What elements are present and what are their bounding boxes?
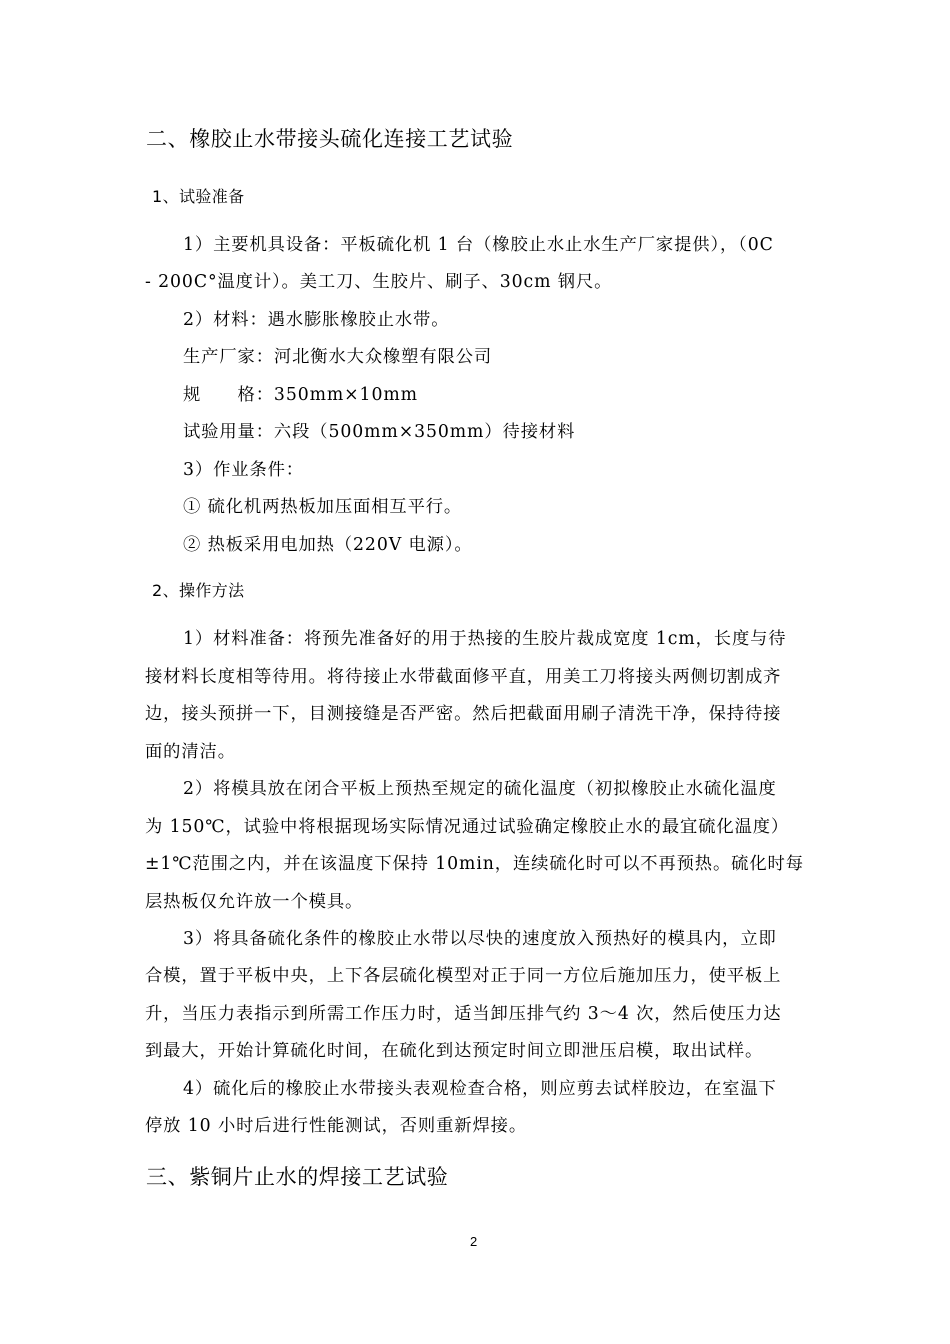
method-p1-line: 接材料长度相等待用。将待接止水带截面修平直，用美工刀将接头两侧切割成齐 (145, 667, 782, 687)
method-p3-line: 到最大，开始计算硫化时间，在硫化到达预定时间立即泄压启模，取出试样。 (145, 1041, 764, 1061)
method-p2-line: ±1℃范围之内，并在该温度下保持 10min，连续硫化时可以不再预热。硫化时每 (145, 854, 804, 874)
spec-value: 350mm×10mm (273, 385, 418, 405)
method-p4-line: 停放 10 小时后进行性能测试，否则重新焊接。 (145, 1116, 528, 1136)
subheading-operation-method: 2、操作方法 (152, 581, 245, 600)
spec-label: 规 格： (183, 385, 274, 405)
subheading-test-preparation: 1、试验准备 (152, 187, 245, 206)
method-p1-line: 边，接头预拼一下，目测接缝是否严密。然后把截面用刷子清洗干净，保持待接 (145, 704, 782, 724)
prep-equipment-line-1: 1）主要机具设备：平板硫化机 1 台（橡胶止水止水生产厂家提供），（0C (183, 235, 774, 255)
section-heading-rubber-waterstop: 二、橡胶止水带接头硫化连接工艺试验 (146, 127, 514, 151)
method-p1-line: 面的清洁。 (145, 742, 236, 762)
method-p3-line: 升，当压力表指示到所需工作压力时，适当卸压排气约 3～4 次，然后使压力达 (145, 1004, 782, 1024)
method-p2-line: 2）将模具放在闭合平板上预热至规定的硫化温度（初拟橡胶止水硫化温度 (183, 779, 777, 799)
prep-material: 2）材料：遇水膨胀橡胶止水带。 (183, 310, 450, 330)
method-p3-line: 3）将具备硫化条件的橡胶止水带以尽快的速度放入预热好的模具内，立即 (183, 929, 777, 949)
prep-condition-1: ① 硫化机两热板加压面相互平行。 (183, 497, 463, 517)
method-p1-line: 1）材料准备：将预先准备好的用于热接的生胶片裁成宽度 1cm，长度与待 (183, 629, 787, 649)
method-p4-line: 4）硫化后的橡胶止水带接头表观检查合格，则应剪去试样胶边，在室温下 (183, 1079, 777, 1099)
prep-condition-2: ② 热板采用电加热（220V 电源）。 (183, 535, 473, 555)
method-p2-line: 层热板仅允许放一个模具。 (145, 892, 364, 912)
method-p3-line: 合模，置于平板中央，上下各层硫化模型对正于同一方位后施加压力，使平板上 (145, 966, 782, 986)
prep-specification (183, 380, 418, 405)
prep-equipment-line-2: - 200C°温度计）。美工刀、生胶片、刷子、30cm 钢尺。 (145, 272, 613, 292)
method-p2-line: 为 150℃，试验中将根据现场实际情况通过试验确定橡胶止水的最宜硫化温度） (145, 817, 790, 837)
prep-working-conditions: 3）作业条件： (183, 460, 304, 480)
section-heading-copper-waterstop: 三、紫铜片止水的焊接工艺试验 (146, 1165, 449, 1189)
prep-manufacturer: 生产厂家：河北衡水大众橡塑有限公司 (183, 347, 493, 367)
page-number: 2 (470, 1234, 478, 1249)
prep-test-quantity: 试验用量：六段（500mm×350mm）待接材料 (183, 422, 576, 442)
